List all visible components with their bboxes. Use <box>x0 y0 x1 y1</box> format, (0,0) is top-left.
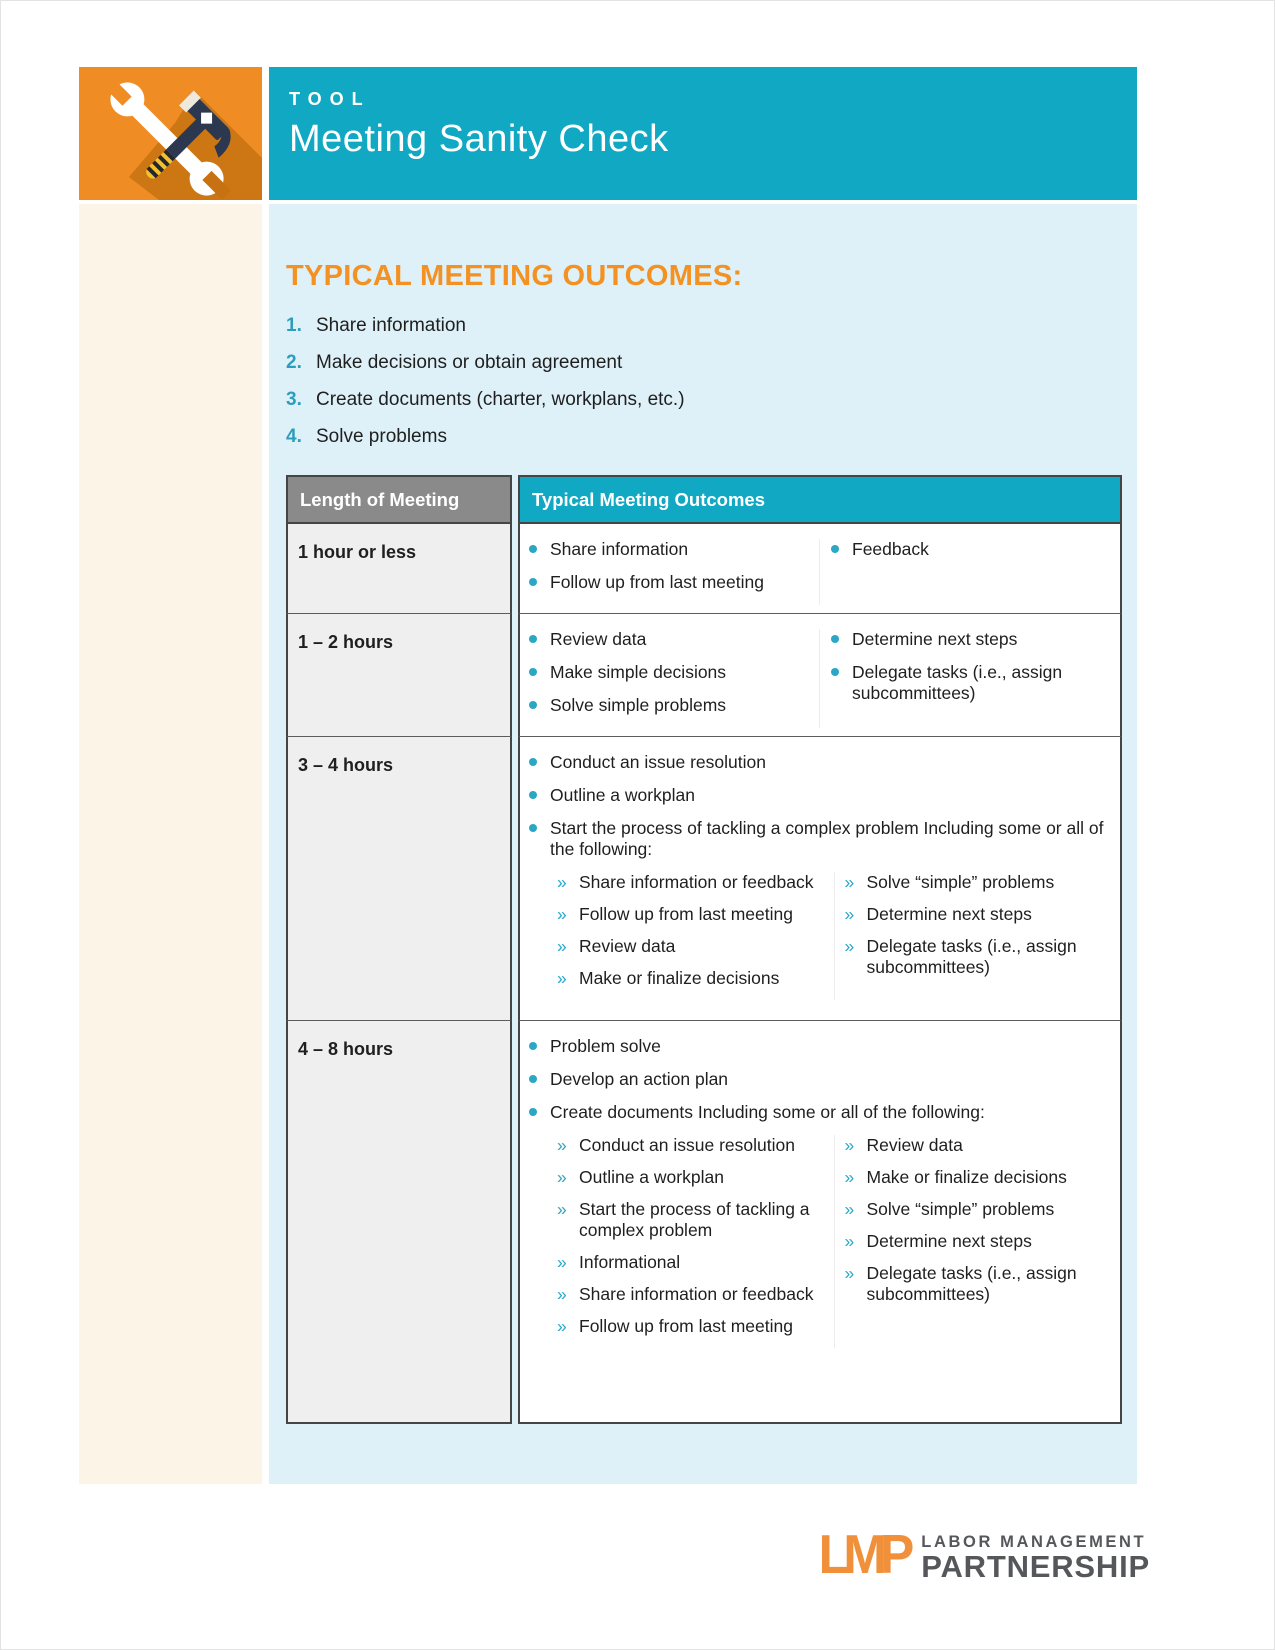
outcome-item <box>528 818 1110 860</box>
outcome-item <box>528 629 819 650</box>
sub-outcome-item-text: Determine next steps <box>866 1231 1032 1251</box>
lmp-logo-mark: LMP <box>818 1524 908 1586</box>
dot-bullet-icon <box>529 824 537 832</box>
outcome-list-item <box>286 388 1117 411</box>
outcome-item <box>528 785 1110 806</box>
sub-outcome-item <box>845 1167 1111 1188</box>
double-chevron-bullet-icon: » <box>844 936 855 956</box>
meeting-length-cell: 1 – 2 hours <box>286 613 512 736</box>
double-chevron-bullet-icon: » <box>557 1199 567 1219</box>
double-chevron-bullet-icon: » <box>844 904 855 924</box>
outcome-item-text: Determine next steps <box>852 629 1018 649</box>
sub-bullet-list <box>557 872 834 989</box>
outcome-item-text: Start the process of tackling a complex problem Including some or all of the following: <box>550 818 1104 859</box>
sub-outcome-item <box>845 904 1111 925</box>
sub-outcome-item-text: Share information or feedback <box>579 872 814 892</box>
sub-bullet-list <box>557 1135 834 1337</box>
sub-outcome-item <box>557 872 834 893</box>
outcome-item-text: Create documents Including some or all of the following: <box>550 1102 985 1122</box>
outcome-column-right <box>819 629 1110 728</box>
meeting-outcomes-cell <box>518 613 1122 736</box>
page-title: Meeting Sanity Check <box>289 118 669 160</box>
sub-outcome-item <box>845 1263 1111 1305</box>
outcome-item-text: Share information <box>550 539 689 559</box>
sub-outcome-item-text: Conduct an issue resolution <box>579 1135 795 1155</box>
outcome-item <box>830 539 1110 560</box>
title-banner <box>269 67 1137 200</box>
table-header-length: Length of Meeting <box>286 475 512 522</box>
sub-outcome-item <box>845 872 1111 893</box>
double-chevron-bullet-icon: » <box>557 904 567 924</box>
list-number: 2. <box>286 352 302 373</box>
outcome-column-right <box>819 539 1110 605</box>
sub-outcome-item-text: Make or finalize decisions <box>866 1167 1067 1187</box>
sub-outcome-item-text: Determine next steps <box>866 904 1032 924</box>
dot-bullet-icon <box>529 668 537 676</box>
outcome-list-item <box>286 314 1117 337</box>
lmp-logo-line2: PARTNERSHIP <box>921 1549 1150 1584</box>
sub-outcome-item-text: Make or finalize decisions <box>579 968 780 988</box>
outcome-item-text: Solve simple problems <box>550 695 727 715</box>
dot-bullet-icon <box>529 1042 537 1050</box>
bullet-list <box>528 1036 1110 1123</box>
outcome-columns <box>528 539 1110 605</box>
outcome-item <box>528 1069 1110 1090</box>
meeting-length-cell: 4 – 8 hours <box>286 1020 512 1424</box>
sub-outcome-item <box>557 936 834 957</box>
lmp-logo <box>818 1524 1150 1586</box>
meeting-outcomes-cell <box>518 736 1122 1020</box>
outcome-item <box>528 695 819 716</box>
sub-outcome-item <box>557 1284 834 1305</box>
outcome-list-item <box>286 425 1117 448</box>
double-chevron-bullet-icon: » <box>557 1252 567 1272</box>
outcome-item-text: Problem solve <box>550 1036 661 1056</box>
bullet-list <box>528 629 819 716</box>
double-chevron-bullet-icon: » <box>844 872 855 892</box>
sub-outcome-item <box>845 1231 1111 1252</box>
dot-bullet-icon <box>831 668 839 676</box>
double-chevron-bullet-icon: » <box>557 1316 567 1336</box>
dot-bullet-icon <box>529 1075 537 1083</box>
outcome-list-item <box>286 351 1117 374</box>
sub-column-left <box>557 872 834 1000</box>
bullet-list <box>528 752 1110 860</box>
outcome-columns <box>528 629 1110 728</box>
outcome-item <box>528 1036 1110 1057</box>
outcome-column-left <box>528 629 819 728</box>
double-chevron-bullet-icon: » <box>844 1231 855 1251</box>
sub-outcome-columns <box>557 1135 1110 1348</box>
double-chevron-bullet-icon: » <box>557 872 567 892</box>
sub-outcome-item <box>557 1252 834 1273</box>
list-number: 3. <box>286 389 302 410</box>
tools-icon-box <box>79 67 262 200</box>
outcome-item <box>528 1102 1110 1123</box>
list-item-text: Make decisions or obtain agreement <box>316 352 623 373</box>
outcome-item-text: Delegate tasks (i.e., assign subcommittees) <box>852 662 1063 703</box>
main-content <box>269 204 1137 1484</box>
dot-bullet-icon <box>529 635 537 643</box>
sub-outcome-item-text: Solve “simple” problems <box>866 872 1055 892</box>
double-chevron-bullet-icon: » <box>844 1167 855 1187</box>
outcome-item-text: Conduct an issue resolution <box>550 752 766 772</box>
sub-outcome-item-text: Follow up from last meeting <box>579 1316 793 1336</box>
section-heading: TYPICAL MEETING OUTCOMES: <box>286 260 743 292</box>
bullet-list <box>830 539 1110 560</box>
dot-bullet-icon <box>831 545 839 553</box>
outcome-item <box>830 629 1110 650</box>
double-chevron-bullet-icon: » <box>557 936 567 956</box>
dot-bullet-icon <box>529 701 537 709</box>
double-chevron-bullet-icon: » <box>557 968 567 988</box>
outcome-item-text: Follow up from last meeting <box>550 572 764 592</box>
meeting-length-table <box>286 475 1122 1424</box>
lmp-logo-line1: LABOR MANAGEMENT <box>921 1533 1147 1551</box>
list-item-text: Create documents (charter, workplans, etc.) <box>316 389 685 410</box>
double-chevron-bullet-icon: » <box>844 1135 855 1155</box>
header-band <box>79 67 1137 200</box>
sub-outcome-item <box>845 1135 1111 1156</box>
bullet-list <box>830 629 1110 704</box>
outcome-item-text: Make simple decisions <box>550 662 727 682</box>
meeting-outcomes-cell <box>518 522 1122 613</box>
sub-outcome-item <box>557 1316 834 1337</box>
sub-column-left <box>557 1135 834 1348</box>
outcome-item <box>528 539 819 560</box>
sub-outcome-item-text: Start the process of tackling a complex problem <box>579 1199 810 1240</box>
sub-bullet-list <box>845 1135 1111 1305</box>
meeting-length-cell: 1 hour or less <box>286 522 512 613</box>
sub-outcome-item-text: Review data <box>866 1135 963 1155</box>
meeting-length-cell: 3 – 4 hours <box>286 736 512 1020</box>
bullet-list <box>528 539 819 593</box>
sub-outcome-item-text: Informational <box>579 1252 681 1272</box>
outcome-item-text: Develop an action plan <box>550 1069 729 1089</box>
dot-bullet-icon <box>529 758 537 766</box>
double-chevron-bullet-icon: » <box>844 1199 855 1219</box>
outcome-item-text: Review data <box>550 629 647 649</box>
sub-outcome-item <box>845 936 1111 978</box>
dot-bullet-icon <box>529 578 537 586</box>
document-kicker: TOOL <box>289 89 371 109</box>
dot-bullet-icon <box>529 545 537 553</box>
sub-outcome-item-text: Delegate tasks (i.e., assign subcommittees) <box>866 1263 1077 1304</box>
lmp-logo-text <box>921 1533 1150 1585</box>
list-number: 1. <box>286 315 302 336</box>
outcome-item <box>528 752 1110 773</box>
sub-outcome-item-text: Share information or feedback <box>579 1284 814 1304</box>
outcome-column-left <box>528 539 819 605</box>
sub-outcome-item <box>557 1167 834 1188</box>
sub-outcome-item <box>557 1199 834 1241</box>
sub-outcome-item <box>557 968 834 989</box>
dot-bullet-icon <box>529 1108 537 1116</box>
sub-outcome-columns <box>557 872 1110 1000</box>
sub-bullet-list <box>845 872 1111 978</box>
sub-outcome-item-text: Solve “simple” problems <box>866 1199 1055 1219</box>
double-chevron-bullet-icon: » <box>844 1263 855 1283</box>
wrench-hammer-tools-icon <box>79 67 262 200</box>
outcome-item <box>528 572 819 593</box>
typical-outcomes-list <box>286 314 1117 448</box>
double-chevron-bullet-icon: » <box>557 1284 567 1304</box>
table-header-outcomes: Typical Meeting Outcomes <box>518 475 1122 522</box>
sub-outcome-item <box>557 904 834 925</box>
list-number: 4. <box>286 426 302 447</box>
sub-column-right <box>834 872 1111 1000</box>
list-item-text: Share information <box>316 315 466 336</box>
dot-bullet-icon <box>529 791 537 799</box>
sub-outcome-item-text: Delegate tasks (i.e., assign subcommittees) <box>866 936 1077 977</box>
sub-outcome-item <box>845 1199 1111 1220</box>
outcome-item <box>528 662 819 683</box>
double-chevron-bullet-icon: » <box>557 1135 567 1155</box>
meeting-outcomes-cell <box>518 1020 1122 1424</box>
sub-column-right <box>834 1135 1111 1348</box>
sub-outcome-item-text: Follow up from last meeting <box>579 904 793 924</box>
list-item-text: Solve problems <box>316 426 447 447</box>
sub-outcome-item <box>557 1135 834 1156</box>
outcome-item-text: Feedback <box>852 539 929 559</box>
left-margin-strip <box>79 204 262 1484</box>
sub-outcome-item-text: Outline a workplan <box>579 1167 724 1187</box>
outcome-item-text: Outline a workplan <box>550 785 695 805</box>
outcome-item <box>830 662 1110 704</box>
dot-bullet-icon <box>831 635 839 643</box>
sub-outcome-item-text: Review data <box>579 936 676 956</box>
double-chevron-bullet-icon: » <box>557 1167 567 1187</box>
